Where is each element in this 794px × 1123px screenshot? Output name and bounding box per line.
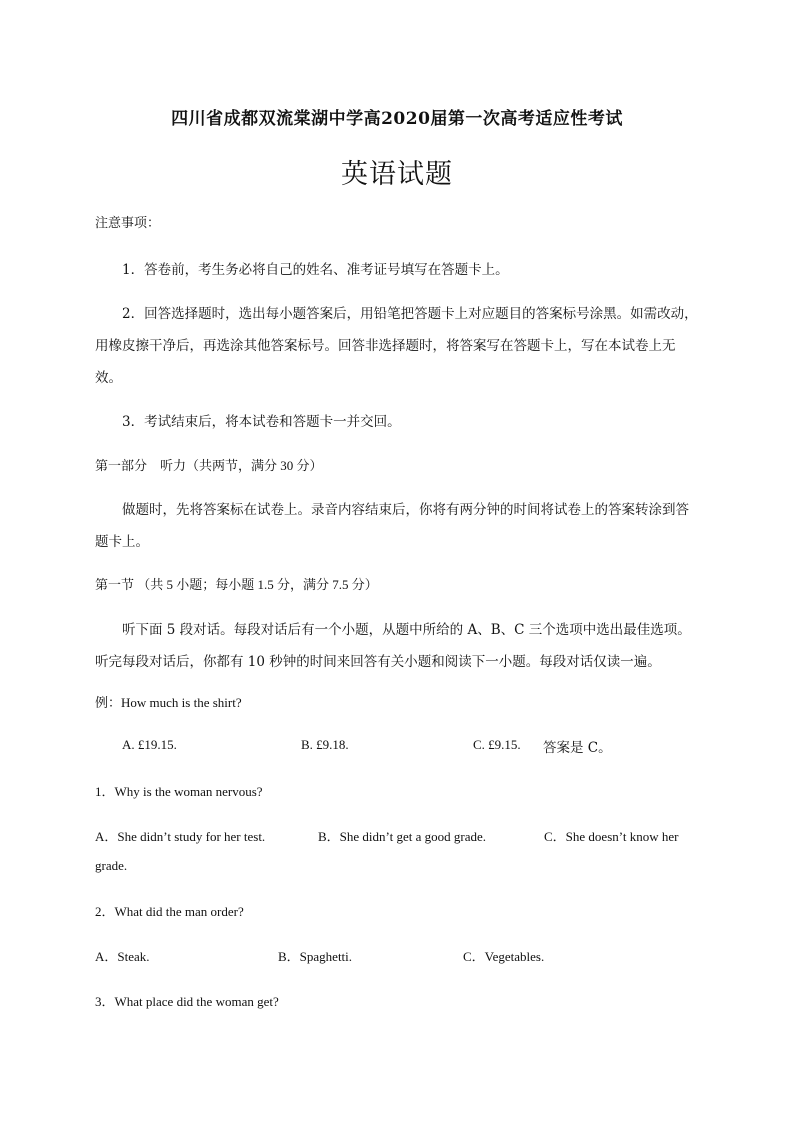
exam-title: 四川省成都双流棠湖中学高2020届第一次高考适应性考试	[171, 109, 623, 129]
part1-intro-line-2: 题卡上。	[95, 534, 149, 550]
question-1-option-b: B．She didn’t get a good grade.	[318, 829, 487, 844]
note-item-1: 1．答卷前，考生务必将自己的姓名、准考证号填写在答题卡上。	[122, 262, 509, 278]
example-option-a: A. £19.15.	[122, 737, 177, 752]
question-2-option-b: B．Spaghetti.	[278, 949, 353, 964]
part1-intro-line-1: 做题时，先将答案标在试卷上。录音内容结束后，你将有两分钟的时间将试卷上的答案转涂到答	[122, 502, 689, 518]
note-item-2-line-3: 效。	[95, 370, 122, 386]
section1-instructions-line-1: 听下面 5 段对话。每段对话后有一个小题，从题中所给的 A、B、C 三个选项中选出最佳选项。	[122, 622, 691, 638]
question-1-option-c: C．She doesn’t know her	[544, 829, 679, 844]
question-1-option-c-continued: grade.	[95, 858, 128, 873]
question-1-option-a: A．She didn’t study for her test.	[95, 829, 266, 844]
question-2-option-c: C．Vegetables.	[463, 949, 545, 964]
question-2-option-a: A．Steak.	[95, 949, 150, 964]
note-item-2-line-1: 2．回答选择题时，选出每小题答案后，用铅笔把答题卡上对应题目的答案标号涂黑。如需改动，	[122, 306, 698, 322]
notes-heading: 注意事项：	[95, 216, 161, 231]
note-item-3: 3．考试结束后，将本试卷和答题卡一并交回。	[122, 414, 401, 430]
section1-heading: 第一节 （共 5 小题；每小题 1.5 分，满分 7.5 分）	[95, 577, 378, 592]
section1-instructions-line-2: 听完每段对话后，你都有 10 秒钟的时间来回答有关小题和阅读下一小题。每段对话仅读一遍。	[95, 654, 661, 670]
note-item-2-line-2: 用橡皮擦干净后，再选涂其他答案标号。回答非选择题时，将答案写在答题卡上，写在本试卷上无	[95, 338, 676, 354]
question-2: 2．What did the man order?	[95, 904, 244, 919]
example-answer: 答案是 C。	[543, 740, 612, 756]
example-option-c: C. £9.15.	[473, 737, 521, 752]
question-3: 3．What place did the woman get?	[95, 994, 279, 1009]
question-1: 1．Why is the woman nervous?	[95, 784, 263, 799]
example-question: 例：How much is the shirt?	[95, 695, 242, 710]
example-option-b: B. £9.18.	[301, 737, 349, 752]
part1-heading: 第一部分 听力（共两节，满分 30 分）	[95, 458, 323, 473]
exam-subtitle: 英语试题	[341, 159, 453, 190]
